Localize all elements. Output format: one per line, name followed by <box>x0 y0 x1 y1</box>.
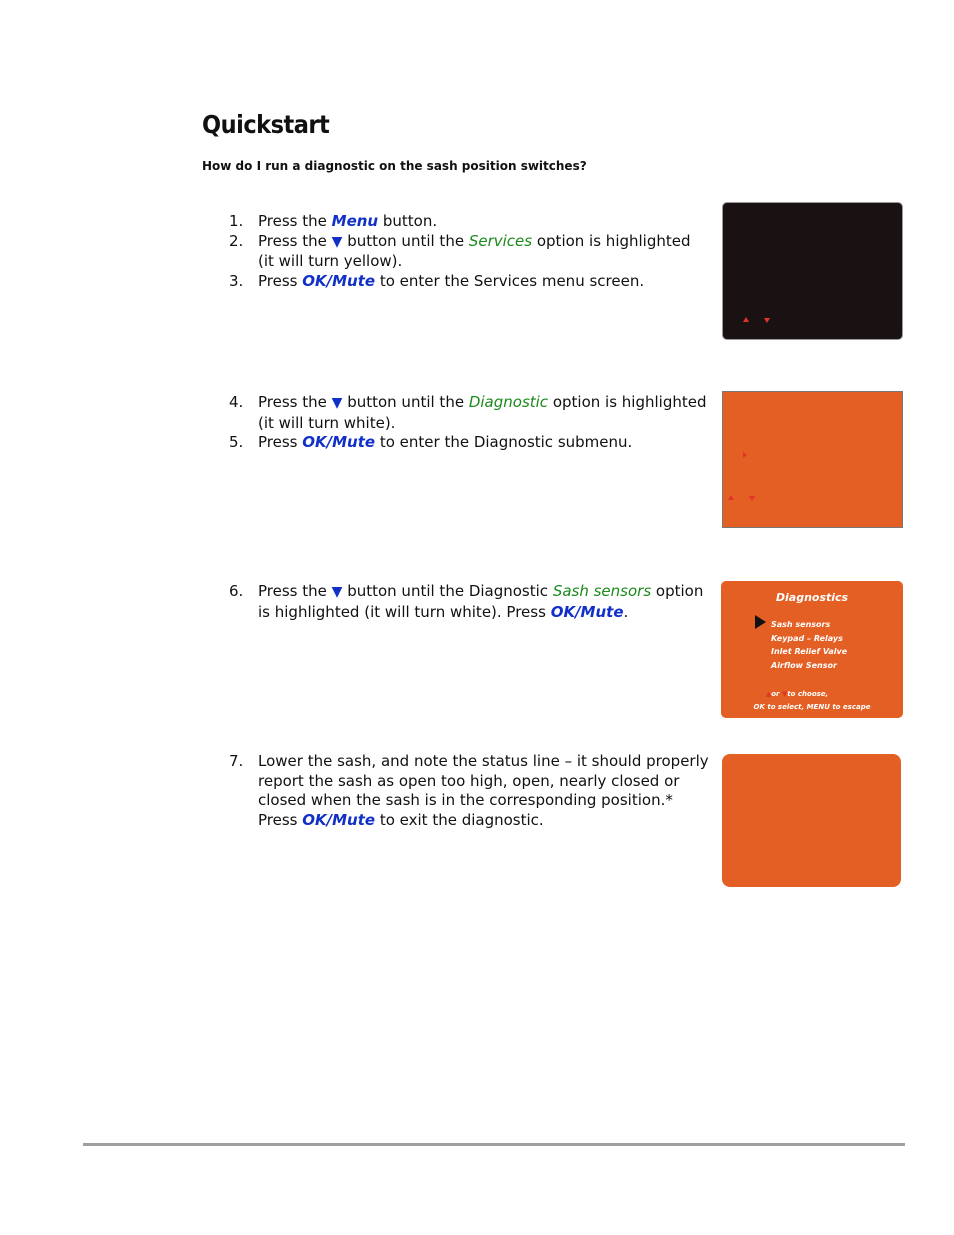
diagnostics-screen-image <box>721 581 903 718</box>
menu-screen-image <box>722 202 903 340</box>
ok-mute-keyword: OK/Mute <box>302 271 376 290</box>
diagnostics-item: Sash sensors <box>771 620 831 629</box>
diagnostics-item: Keypad – Relays <box>771 633 843 643</box>
diagnostics-screen-title: Diagnostics <box>775 591 849 604</box>
diagnostics-item: Inlet Relief Valve <box>771 647 848 656</box>
section-question: How do I run a diagnostic on the sash position switches? <box>202 159 587 173</box>
step-3: 3. Press OK/Mute to enter the Services menu screen. <box>229 271 645 290</box>
diagnostics-screen-footer: ▲or ▼to choose, OK to select, MENU to escape <box>753 690 871 711</box>
diagnostic-keyword: Diagnostic <box>468 393 549 411</box>
ok-mute-keyword: OK/Mute <box>302 810 376 829</box>
up-arrow-icon <box>728 495 734 500</box>
page-title: Quickstart <box>202 110 330 139</box>
services-screen-image <box>722 391 903 528</box>
step-6: 6. Press the ▼ button until the Diagnostic Sash sensors option is highlighted (it will turn white). Press OK/Mute. <box>229 582 704 621</box>
services-keyword: Services <box>468 231 533 250</box>
step-5: 5. Press OK/Mute to enter the Diagnostic submenu. <box>229 433 633 451</box>
selection-pointer-icon <box>755 615 766 629</box>
down-arrow-icon: ▼ <box>331 584 343 600</box>
down-arrow-icon: ▼ <box>331 233 343 250</box>
footer-divider <box>83 1143 905 1146</box>
sash-sensors-keyword: Sash sensors <box>552 582 652 600</box>
steps-group-4 <box>229 752 709 830</box>
step-4: 4. Press the ▼ button until the Diagnostic option is highlighted (it will turn white). <box>229 393 707 432</box>
up-arrow-icon: ▲ <box>765 690 772 698</box>
steps-group-3 <box>229 582 709 622</box>
down-arrow-icon <box>749 496 755 501</box>
diagnostics-item-list <box>771 618 847 672</box>
step-1: 1. Press the Menu button. <box>229 212 438 230</box>
steps-group-1 <box>229 212 709 291</box>
ok-mute-keyword: OK/Mute <box>302 433 376 451</box>
step-2: 2. Press the ▼ button until the Services option is highlighted (it will turn yellow). <box>229 231 691 270</box>
steps-group-2 <box>229 393 709 453</box>
down-arrow-icon: ▼ <box>781 690 788 698</box>
step-7: 7. Lower the sash, and note the status line – it should properly report the sash as open too high, open, nearly closed or closed when the sash is in the corresponding position.* Press OK/Mute to exit the diagnostic. <box>229 752 709 829</box>
sash-status-screen-image <box>722 754 901 887</box>
up-arrow-icon <box>743 317 749 322</box>
down-arrow-icon <box>764 318 770 323</box>
diagnostics-item: Airflow Sensor <box>771 660 837 670</box>
menu-keyword: Menu <box>331 212 379 230</box>
down-arrow-icon: ▼ <box>331 395 343 411</box>
ok-mute-keyword: OK/Mute <box>550 602 624 621</box>
pointer-icon <box>743 452 747 458</box>
